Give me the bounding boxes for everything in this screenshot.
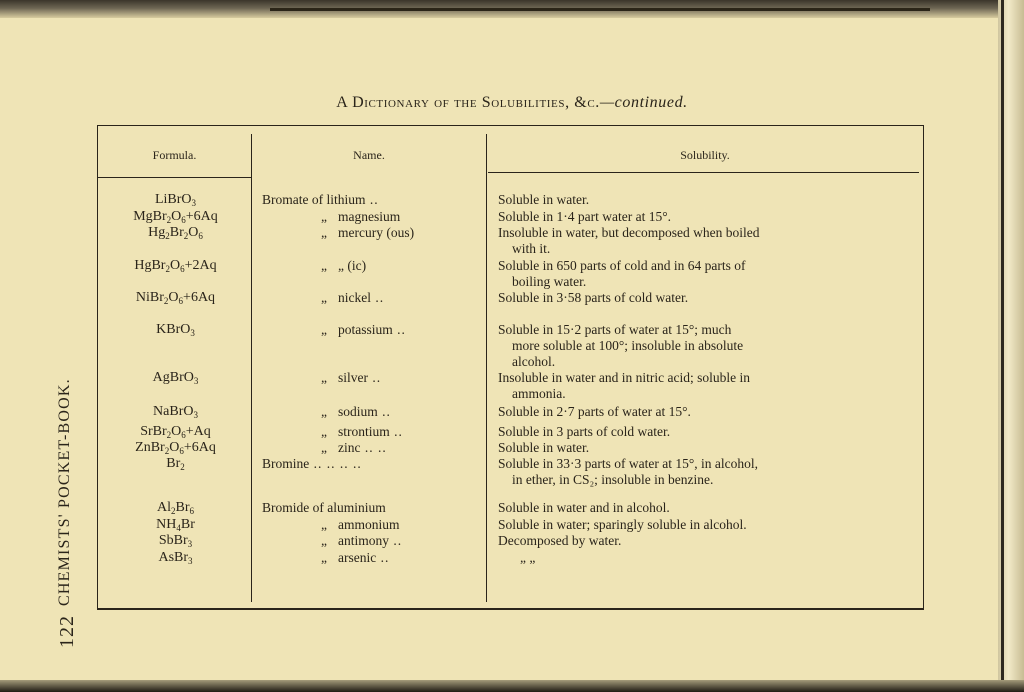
running-head-title: A Dictionary of the Solubilities, &c.	[336, 94, 600, 111]
solubility-cell: Soluble in 15·2 parts of water at 15°; much more soluble at 100°; insoluble in absolute alcohol.	[498, 322, 744, 369]
solubility-cell: Insoluble in water and in nitric acid; soluble in ammonia.	[498, 370, 750, 401]
formula-cell: $Hg_2Br_2O_6$	[148, 225, 203, 241]
solubility-cell: Decomposed by water.	[498, 533, 622, 548]
name-cell: „ potassium ..	[321, 322, 406, 337]
formula-cell: $NiBr_2O_6+6Aq$	[135, 290, 216, 306]
header-formula: Formula.	[152, 148, 197, 162]
solubility-cell: Soluble in water and in alcohol.	[498, 500, 670, 515]
formula-cell: $MgBr_2O_6+6Aq$	[133, 209, 218, 225]
name-cell: „ sodium ..	[321, 404, 391, 419]
name-cell: Bromide of aluminium	[262, 500, 386, 515]
page-bottom-edge	[0, 680, 1024, 692]
header-rule-left	[98, 177, 251, 178]
formula-cell: LiBrO$_3$	[154, 192, 197, 208]
name-cell: „ „ (ic)	[321, 258, 367, 273]
name-cell: „ zinc .. ..	[321, 440, 387, 455]
solubility-cell: Soluble in 33·3 parts of water at 15°, in alcohol, in ether, in CS₂; insoluble in benzine.	[498, 456, 758, 487]
name-cell: „ nickel ..	[321, 290, 385, 305]
top-rule	[270, 8, 930, 11]
name-cell: „ mercury (ous)	[321, 225, 415, 240]
formula-cell: $SrBr_2O_6+Aq$	[140, 424, 211, 440]
name-cell: Bromine .. .. .. ..	[262, 456, 362, 471]
formula-cell: $Br_2$	[166, 456, 185, 472]
solubility-table	[97, 125, 924, 610]
formula-cell: $NH_4Br$	[156, 517, 195, 533]
formula-cell: $ZnBr_2O_6+6Aq$	[135, 440, 216, 456]
name-cell: „ silver ..	[321, 370, 382, 385]
solubility-cell: Insoluble in water, but decomposed when boiled with it.	[498, 225, 760, 256]
name-cell: „ antimony ..	[321, 533, 403, 548]
formula-cell: $Al_2Br_6$	[157, 500, 194, 516]
formula-cell: AsBr$_3$	[158, 550, 193, 566]
solubility-cell: Soluble in water; sparingly soluble in alcohol.	[498, 517, 747, 532]
solubility-cell: Soluble in 3 parts of cold water.	[498, 424, 671, 439]
name-cell: „ magnesium	[321, 209, 401, 224]
running-head-continued: —continued.	[599, 94, 688, 111]
solubility-cell: „ „	[520, 550, 536, 565]
formula-cell: AgBrO$_3$	[152, 370, 199, 386]
name-cell: „ arsenic ..	[321, 550, 390, 565]
solubility-cell: Soluble in water.	[498, 440, 590, 455]
solubility-cell: Soluble in 3·58 parts of cold water.	[498, 290, 689, 305]
formula-cell: NaBrO$_3$	[153, 404, 198, 420]
header-name: Name.	[353, 148, 385, 162]
formula-cell: SbBr$_3$	[158, 533, 193, 549]
solubility-cell: Soluble in water.	[498, 192, 590, 207]
formula-cell: $HgBr_2O_6+2Aq$	[134, 258, 217, 274]
name-cell: „ ammonium	[321, 517, 400, 532]
page-number: 122	[56, 615, 78, 648]
header-solubility: Solubility.	[680, 148, 730, 162]
formula-cell: KBrO$_3$	[156, 322, 195, 338]
running-head	[0, 94, 1024, 112]
solubility-cell: Soluble in 1·4 part water at 15°.	[498, 209, 671, 224]
header-rule-right	[488, 172, 919, 173]
solubility-cell: Soluble in 650 parts of cold and in 64 parts of boiling water.	[498, 258, 746, 289]
name-cell: „ strontium ..	[321, 424, 403, 439]
side-running-title: CHEMISTS' POCKET-BOOK.	[56, 378, 73, 606]
name-cell: Bromate of lithium ..	[262, 192, 379, 207]
column-divider	[486, 134, 487, 602]
solubility-cell: Soluble in 2·7 parts of water at 15°.	[498, 404, 691, 419]
